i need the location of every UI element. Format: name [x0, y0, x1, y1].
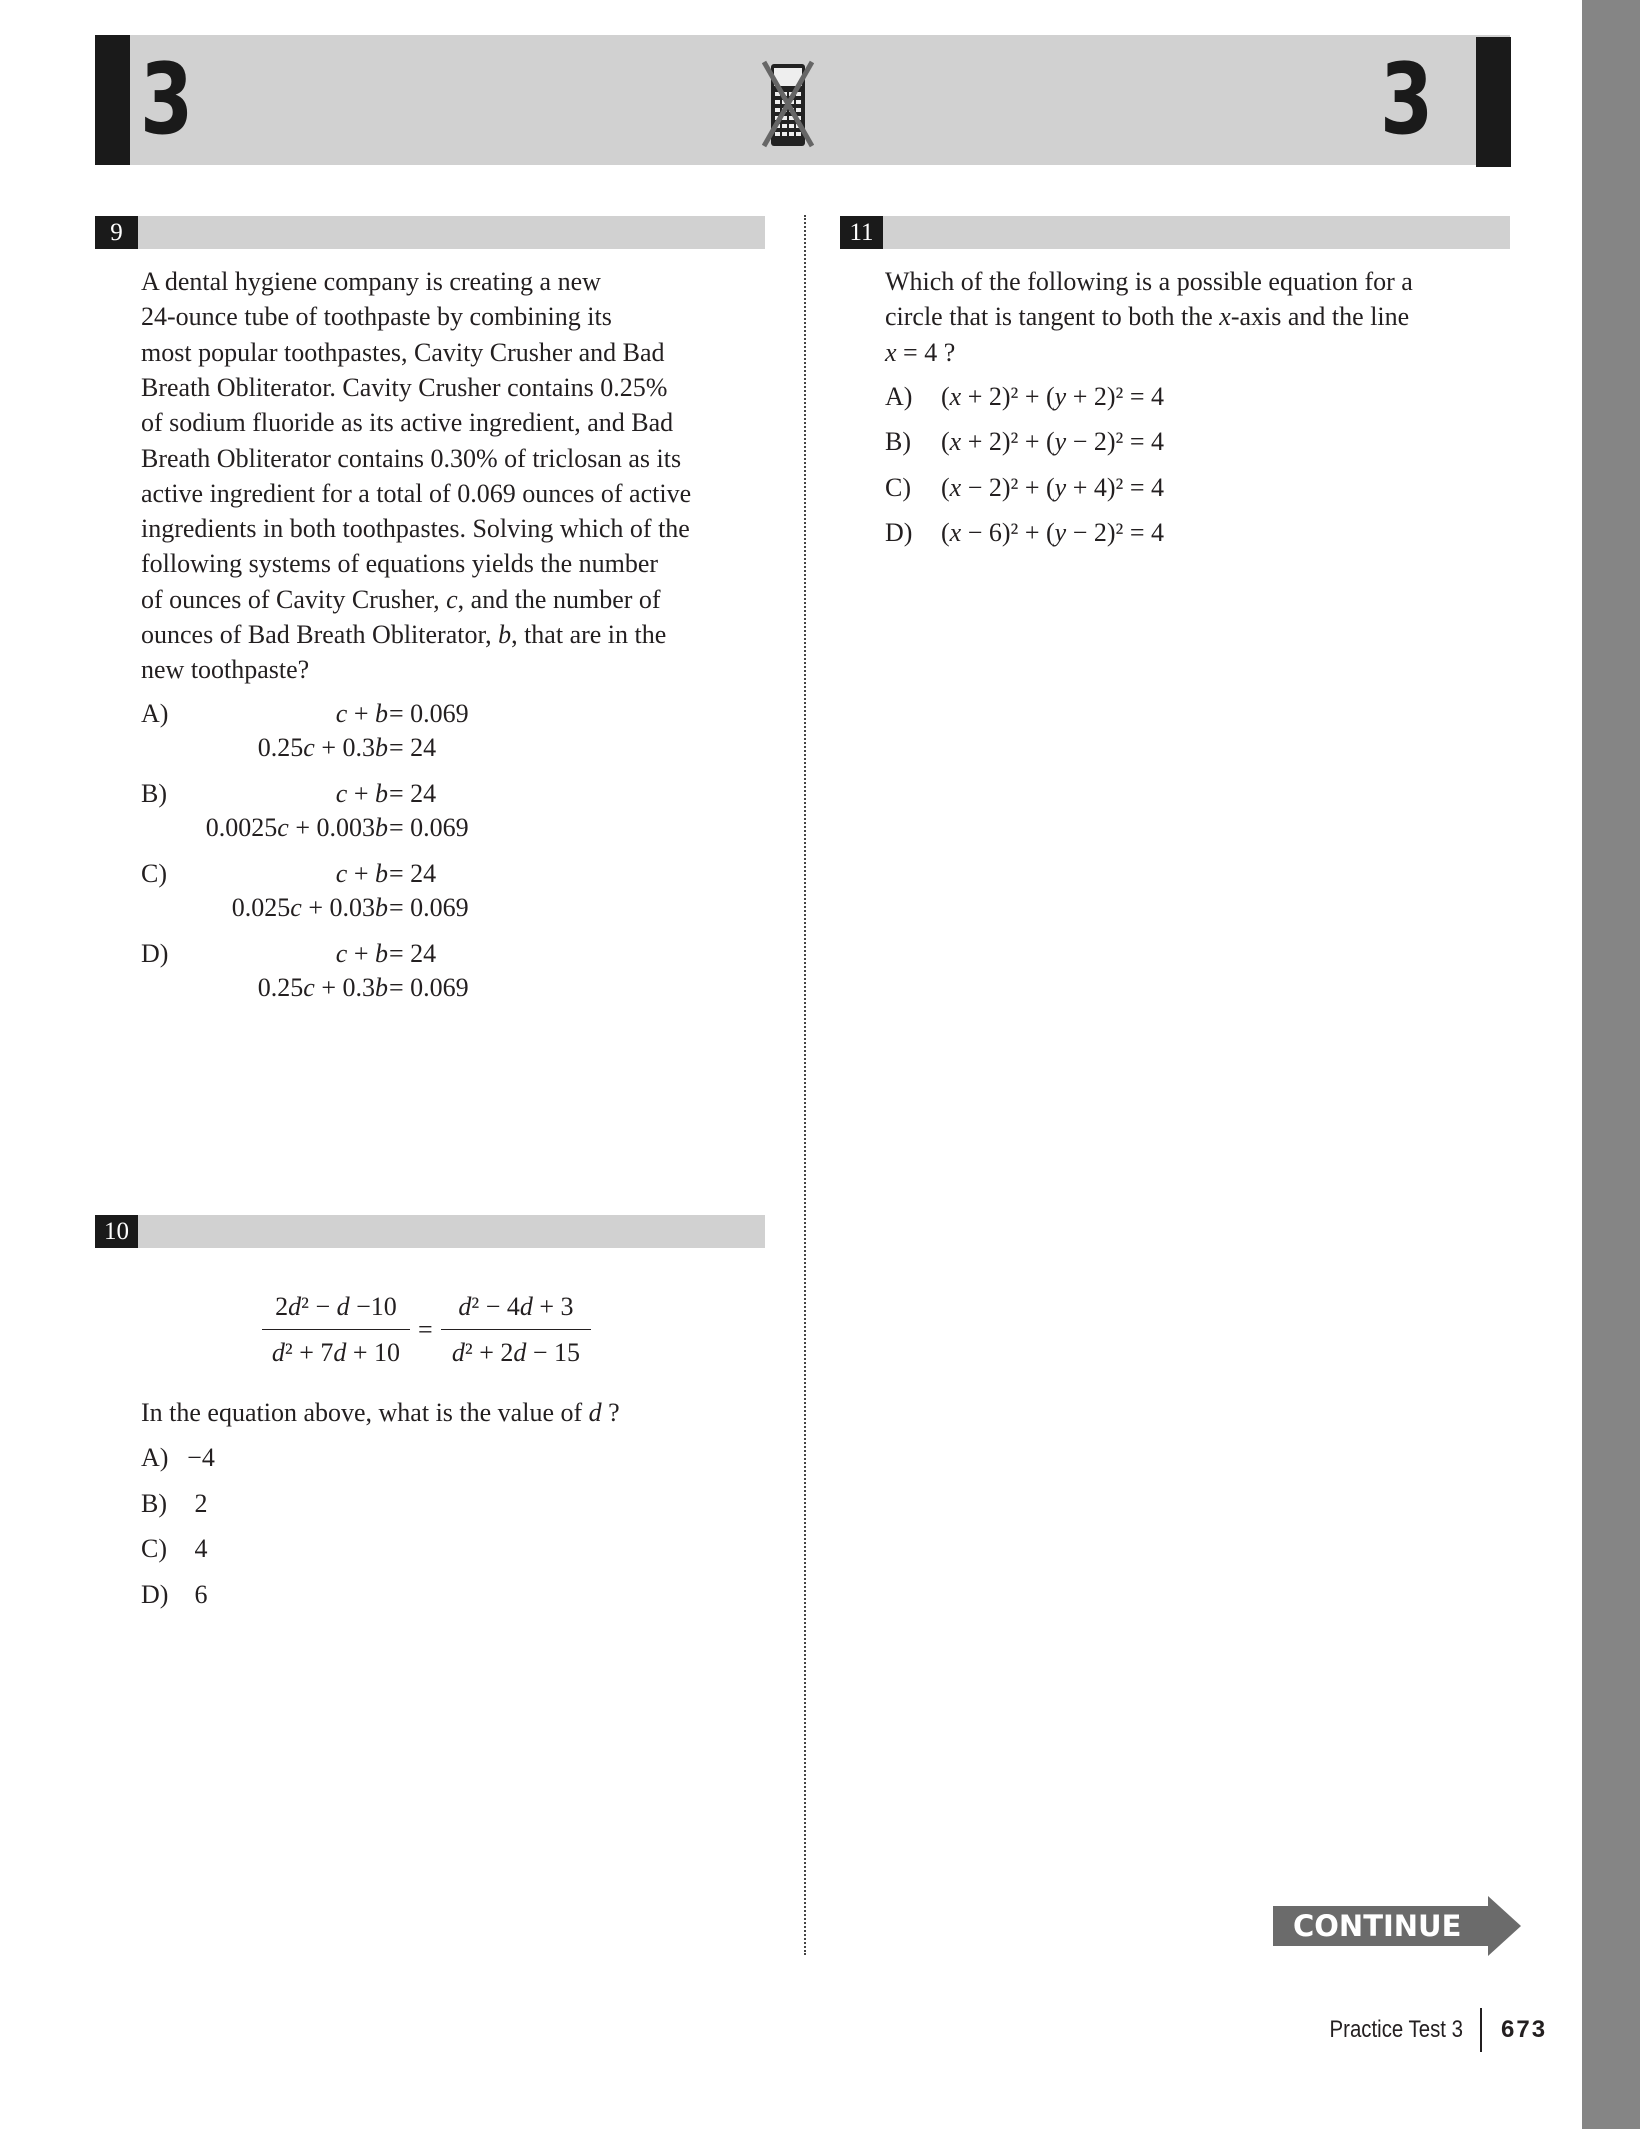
text-segment: ( — [941, 473, 950, 502]
answer-choice-label: A) — [885, 382, 913, 411]
text-segment: + 4)² = 4 — [1066, 473, 1164, 502]
question-text-line — [885, 335, 955, 370]
text-segment: + 0.3 — [314, 733, 375, 762]
question-text-line — [141, 476, 691, 511]
math-variable: b — [375, 733, 388, 762]
math-variable: b — [375, 859, 388, 888]
math-variable: x — [949, 382, 962, 411]
text-segment: 0.25 — [257, 973, 304, 1002]
text-segment: = 4 ? — [896, 337, 956, 367]
math-variable: c — [277, 813, 289, 842]
column-divider — [804, 215, 806, 1955]
text-segment: + 10 — [346, 1338, 401, 1367]
text-segment: ( — [941, 518, 950, 547]
answer-choice-equation — [941, 515, 1164, 550]
equation-rhs: = 24 — [389, 939, 437, 968]
text-segment: Breath Obliterator contains 0.30% of triclosan as its — [141, 443, 682, 473]
text-segment: ² + 2 — [464, 1338, 514, 1367]
text-segment: , that are in the — [511, 620, 667, 649]
equation-rhs: = 0.069 — [389, 813, 469, 842]
text-segment: -axis and the line — [1230, 302, 1410, 332]
math-variable: x — [1219, 302, 1231, 332]
math-variable: c — [335, 699, 348, 728]
fraction-right-numerator — [441, 1289, 591, 1324]
equation-lhs — [88, 730, 388, 765]
math-variable: b — [375, 813, 388, 842]
text-segment: + 0.03 — [301, 893, 375, 922]
answer-choice-label: C) — [141, 859, 167, 888]
text-segment: active ingredient for a total of 0.069 ounces of active — [141, 478, 692, 508]
question-9-bar — [95, 216, 765, 249]
text-segment: A dental hygiene company is creating a new — [141, 267, 601, 296]
text-segment: most popular toothpastes, Cavity Crusher and Bad — [141, 337, 665, 367]
section-number-left: 3 — [140, 43, 194, 157]
text-segment: − 15 — [526, 1338, 581, 1367]
text-segment: 24-ounce tube of toothpaste by combining its — [141, 302, 612, 332]
text-segment: + — [347, 779, 375, 808]
answer-choice-value: 6 — [194, 1580, 208, 1609]
question-text-line — [141, 546, 658, 581]
equals-sign: = — [418, 1315, 433, 1344]
answer-choice-label: D) — [885, 518, 913, 547]
math-variable: c — [446, 584, 458, 614]
text-segment: + 0.3 — [314, 973, 375, 1002]
text-segment: −10 — [349, 1292, 397, 1321]
question-11-bar — [840, 216, 1510, 249]
equation-rhs: = 0.069 — [389, 973, 469, 1002]
answer-choice-label: D) — [141, 1580, 169, 1609]
answer-choice-equation — [941, 379, 1164, 414]
text-segment: of sodium fluoride as its active ingredient, and Bad — [141, 408, 674, 438]
math-variable: x — [885, 337, 897, 367]
text-segment: ingredients in both toothpastes. Solving which of the — [141, 514, 690, 544]
equation-lhs — [88, 890, 388, 925]
answer-choice-label: B) — [885, 427, 911, 456]
text-segment: ² − — [301, 1292, 337, 1321]
equation-lhs — [88, 936, 388, 971]
answer-choice-value: 2 — [194, 1489, 208, 1518]
text-segment: 2 — [275, 1292, 289, 1321]
math-variable: x — [949, 473, 962, 502]
text-segment: − 2)² + ( — [961, 473, 1055, 502]
text-segment: + 3 — [532, 1292, 574, 1321]
math-variable: d — [458, 1292, 472, 1321]
question-text-line — [141, 617, 666, 652]
math-variable: c — [335, 859, 348, 888]
equation-lhs — [88, 970, 388, 1005]
answer-choice-equation — [941, 470, 1164, 505]
math-variable: y — [1054, 518, 1067, 547]
header-bar-left — [95, 35, 130, 165]
answer-choice-equation — [941, 424, 1164, 459]
continue-label: CONTINUE — [1293, 1909, 1462, 1943]
math-variable: d — [333, 1338, 347, 1367]
answer-choice-label: C) — [141, 1534, 167, 1563]
math-variable: b — [375, 779, 388, 808]
text-segment: ( — [941, 427, 950, 456]
question-text-line — [141, 511, 690, 546]
answer-choice-label: A) — [141, 1443, 169, 1472]
math-variable: d — [336, 1292, 350, 1321]
header-bar-right — [1476, 37, 1511, 167]
answer-choice-value: 4 — [194, 1534, 208, 1563]
fraction-left-bar — [262, 1329, 410, 1330]
text-segment: − 6)² + ( — [961, 518, 1055, 547]
equation-rhs: = 0.069 — [389, 699, 469, 728]
math-variable: d — [288, 1292, 302, 1321]
math-variable: c — [290, 893, 302, 922]
text-segment: 0.025 — [231, 893, 291, 922]
equation-lhs — [88, 856, 388, 891]
section-number-right: 3 — [1380, 43, 1434, 157]
text-segment: circle that is tangent to both the — [885, 302, 1220, 332]
question-9-number: 9 — [95, 216, 138, 249]
question-10-number: 10 — [95, 1215, 138, 1248]
equation-rhs: = 0.069 — [389, 893, 469, 922]
text-segment: Breath Obliterator. Cavity Crusher contains 0.25% — [141, 372, 668, 402]
page-edge-strip — [1582, 0, 1640, 2129]
text-segment: In the equation above, what is the value of — [141, 1398, 589, 1427]
math-variable: y — [1054, 382, 1067, 411]
question-text-line — [885, 299, 1409, 334]
text-segment: of ounces of Cavity Crusher, — [141, 584, 447, 614]
fraction-right-bar — [441, 1329, 591, 1330]
math-variable: d — [271, 1338, 285, 1367]
text-segment: 0.0025 — [205, 813, 278, 842]
equation-lhs — [88, 696, 388, 731]
text-segment: − 2)² = 4 — [1066, 518, 1164, 547]
math-variable: y — [1054, 427, 1067, 456]
question-text-line — [141, 335, 665, 370]
question-text-line — [141, 264, 601, 299]
text-segment: + 2)² = 4 — [1066, 382, 1164, 411]
fraction-right-denominator — [441, 1335, 591, 1370]
question-text-line — [885, 264, 1413, 299]
text-segment: new toothpaste? — [141, 655, 310, 685]
question-11-number: 11 — [840, 216, 883, 249]
answer-choice-label: C) — [885, 473, 911, 502]
text-segment: ² + 7 — [284, 1338, 334, 1367]
text-segment: ounces of Bad Breath Obliterator, — [141, 620, 499, 649]
footer-divider — [1480, 2008, 1482, 2052]
answer-choice-value: −4 — [187, 1443, 215, 1472]
math-variable: d — [451, 1338, 465, 1367]
text-segment: , and the number of — [457, 584, 661, 614]
math-variable: x — [949, 518, 962, 547]
text-segment: Which of the following is a possible equation for a — [885, 267, 1413, 296]
question-text-line — [141, 582, 661, 617]
text-segment: + 2)² + ( — [961, 382, 1055, 411]
math-variable: d — [519, 1292, 533, 1321]
text-segment: + 0.003 — [288, 813, 375, 842]
question-text-line — [141, 441, 681, 476]
text-segment: ( — [941, 382, 950, 411]
question-text-line — [141, 370, 667, 405]
math-variable: b — [375, 893, 388, 922]
text-segment: following systems of equations yields the number — [141, 549, 659, 579]
equation-lhs — [88, 810, 388, 845]
text-segment: + — [347, 859, 375, 888]
math-variable: c — [335, 939, 348, 968]
text-segment: − 2)² = 4 — [1066, 427, 1164, 456]
math-variable: b — [375, 699, 388, 728]
text-segment: + 2)² + ( — [961, 427, 1055, 456]
math-variable: d — [588, 1398, 602, 1427]
text-segment: + — [347, 939, 375, 968]
math-variable: c — [335, 779, 348, 808]
answer-choice-label: D) — [141, 939, 169, 968]
question-10-bar — [95, 1215, 765, 1248]
question-text-line — [141, 1395, 620, 1430]
math-variable: c — [303, 733, 315, 762]
math-variable: c — [303, 973, 315, 1002]
equation-lhs — [88, 776, 388, 811]
answer-choice-label: B) — [141, 1489, 167, 1518]
equation-rhs: = 24 — [389, 859, 437, 888]
equation-rhs: = 24 — [389, 733, 437, 762]
answer-choice-label: B) — [141, 779, 167, 808]
text-segment: + — [347, 699, 375, 728]
answer-choice-label: A) — [141, 699, 169, 728]
fraction-left-numerator — [262, 1289, 410, 1324]
math-variable: x — [949, 427, 962, 456]
math-variable: y — [1054, 473, 1067, 502]
fraction-left-denominator — [262, 1335, 410, 1370]
text-segment: ² − 4 — [471, 1292, 520, 1321]
math-variable: d — [513, 1338, 527, 1367]
equation-rhs: = 24 — [389, 779, 437, 808]
question-text-line — [141, 405, 673, 440]
math-variable: b — [498, 620, 512, 649]
footer-page-number: 673 — [1501, 2016, 1548, 2043]
question-text-line — [141, 299, 612, 334]
text-segment: ? — [601, 1398, 620, 1427]
math-variable: b — [375, 939, 388, 968]
footer-title: Practice Test 3 — [1329, 2016, 1463, 2043]
math-variable: b — [375, 973, 388, 1002]
question-text-line — [141, 652, 309, 687]
text-segment: 0.25 — [257, 733, 304, 762]
no-calculator-icon — [762, 60, 814, 150]
